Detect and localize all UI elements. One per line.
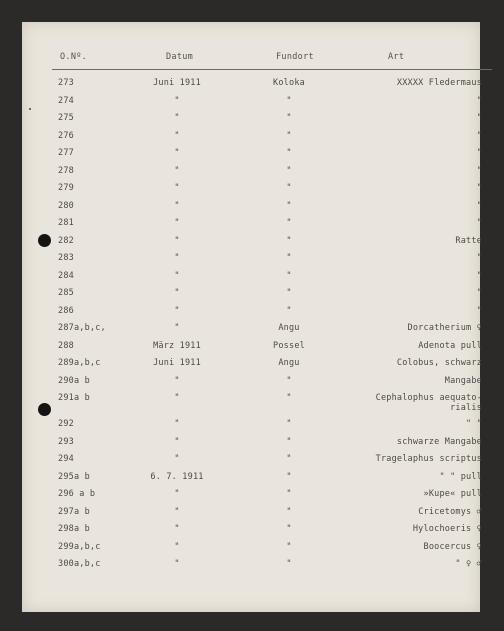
table-row <box>22 271 480 289</box>
cell-datum: " <box>174 183 180 193</box>
cell-datum: " <box>174 95 180 106</box>
cell-no: 288 <box>58 340 74 351</box>
table-row <box>22 96 480 114</box>
cell-fundort: " <box>286 393 292 403</box>
cell-art: Colobus, schwarz <box>396 358 482 368</box>
cell-art: " <box>476 95 482 106</box>
cell-art: " <box>476 305 482 316</box>
cell-datum: " <box>174 489 180 499</box>
cell-datum: " <box>174 419 180 429</box>
table-row <box>22 288 480 306</box>
cell-datum: 6. 7. 1911 <box>150 471 204 482</box>
cell-art: Cephalophus aequato- rialis <box>375 393 482 413</box>
cell-art: " <box>476 253 482 263</box>
cell-no: 291a b <box>58 393 90 403</box>
table-row <box>22 507 480 525</box>
header-datum: Datum <box>166 52 194 62</box>
cell-no: 289a,b,c <box>58 358 101 368</box>
cell-art: " <box>476 165 482 176</box>
cell-art: " <box>476 130 482 141</box>
table-row <box>22 341 480 359</box>
cell-no: 277 <box>58 148 74 158</box>
cell-art: Tragelaphus scriptus <box>375 454 482 464</box>
cell-datum: " <box>174 218 180 228</box>
cell-fundort: " <box>286 113 292 123</box>
table-row <box>22 559 480 577</box>
cell-datum: " <box>174 436 180 447</box>
cell-fundort: " <box>286 541 292 552</box>
cell-art: Mangabe <box>444 375 482 386</box>
cell-art: " <box>476 183 482 193</box>
table-row <box>22 218 480 236</box>
cell-art: schwarze Mangabe <box>396 436 482 447</box>
punch-hole <box>38 234 51 247</box>
cell-no: 276 <box>58 130 74 141</box>
table-row <box>22 306 480 324</box>
cell-no: 299a,b,c <box>58 541 101 552</box>
cell-art: Hylochoeris ♀ <box>412 524 482 534</box>
cell-fundort: " <box>286 288 292 298</box>
cell-datum: " <box>174 454 180 464</box>
cell-datum: " <box>174 235 180 246</box>
cell-datum: " <box>174 323 180 333</box>
cell-datum: " <box>174 393 180 403</box>
cell-fundort: " <box>286 235 292 246</box>
cell-datum: " <box>174 130 180 141</box>
table-row <box>22 253 480 271</box>
cell-no: 273 <box>58 78 74 88</box>
cell-art: " <box>476 288 482 298</box>
cell-art: Cricetomys ♂ <box>418 506 482 517</box>
table-row <box>22 524 480 542</box>
header-art: Art <box>388 52 405 62</box>
cell-no: 274 <box>58 95 74 106</box>
table-row <box>22 183 480 201</box>
cell-no: 281 <box>58 218 74 228</box>
cell-no: 296 a b <box>58 489 96 499</box>
table-row <box>22 201 480 219</box>
cell-fundort: " <box>286 454 292 464</box>
cell-art: " <box>476 200 482 211</box>
cell-fundort: " <box>286 165 292 176</box>
cell-no: 294 <box>58 454 74 464</box>
cell-fundort: " <box>286 183 292 193</box>
cell-art: " " pull <box>439 471 482 482</box>
table-row <box>22 148 480 166</box>
cell-no: 279 <box>58 183 74 193</box>
table-row <box>22 113 480 131</box>
cell-no: 278 <box>58 165 74 176</box>
cell-datum: " <box>174 506 180 517</box>
cell-fundort: Angu <box>278 323 300 333</box>
table-row <box>22 358 480 376</box>
cell-fundort: " <box>286 270 292 281</box>
table-row <box>22 166 480 184</box>
table-row <box>22 78 480 96</box>
cell-no: 292 <box>58 419 74 429</box>
cell-datum: " <box>174 148 180 158</box>
cell-datum: " <box>174 524 180 534</box>
table-body <box>22 78 480 577</box>
table-row <box>22 542 480 560</box>
cell-art: XXXXX Fledermaus <box>396 78 482 88</box>
cell-datum: " <box>174 200 180 211</box>
cell-no: 290a b <box>58 375 90 386</box>
cell-fundort: " <box>286 436 292 447</box>
cell-art: »Kupe« pull <box>423 489 482 499</box>
table-row <box>22 472 480 490</box>
cell-art: " <box>476 218 482 228</box>
cell-fundort: " <box>286 524 292 534</box>
header-rule <box>52 69 492 70</box>
cell-fundort: " <box>286 506 292 517</box>
cell-no: 283 <box>58 253 74 263</box>
cell-no: 295a b <box>58 471 90 482</box>
cell-datum: " <box>174 559 180 569</box>
table-row <box>22 393 480 419</box>
cell-datum: " <box>174 253 180 263</box>
cell-datum: Juni 1911 <box>153 358 201 368</box>
cell-datum: " <box>174 113 180 123</box>
cell-no: 285 <box>58 288 74 298</box>
header-fundort: Fundort <box>276 52 314 62</box>
table-row <box>22 489 480 507</box>
table-row <box>22 323 480 341</box>
cell-fundort: Possel <box>273 340 305 351</box>
punch-hole <box>38 403 51 416</box>
cell-fundort: " <box>286 419 292 429</box>
paper-speck <box>29 108 31 110</box>
cell-art: " <box>476 270 482 281</box>
cell-art: Ratte <box>455 235 482 246</box>
cell-no: 280 <box>58 200 74 211</box>
cell-art: " ♀ ♂ <box>455 559 482 569</box>
cell-datum: " <box>174 541 180 552</box>
cell-fundort: " <box>286 200 292 211</box>
cell-datum: " <box>174 270 180 281</box>
cell-no: 275 <box>58 113 74 123</box>
cell-no: 282 <box>58 235 74 246</box>
table-row <box>22 454 480 472</box>
table-header <box>22 52 480 66</box>
cell-datum: Juni 1911 <box>153 78 201 88</box>
cell-fundort: " <box>286 471 292 482</box>
table-row <box>22 419 480 437</box>
cell-art: Adenota pull <box>418 340 482 351</box>
cell-fundort: " <box>286 559 292 569</box>
cell-datum: " <box>174 305 180 316</box>
table-row <box>22 437 480 455</box>
cell-no: 300a,b,c <box>58 559 101 569</box>
cell-art: " <box>476 148 482 158</box>
cell-no: 293 <box>58 436 74 447</box>
cell-fundort: " <box>286 130 292 141</box>
cell-fundort: " <box>286 253 292 263</box>
cell-art: Dorcatherium ♀ <box>407 323 482 333</box>
table-row <box>22 376 480 394</box>
cell-art: Boocercus ♀ <box>423 541 482 552</box>
table-row <box>22 236 480 254</box>
cell-datum: " <box>174 375 180 386</box>
cell-no: 298a b <box>58 524 90 534</box>
cell-fundort: Angu <box>278 358 300 368</box>
cell-no: 284 <box>58 270 74 281</box>
cell-art: " " <box>466 419 482 429</box>
cell-no: 297a b <box>58 506 90 517</box>
cell-art: " <box>476 113 482 123</box>
cell-fundort: " <box>286 95 292 106</box>
cell-no: 287a,b,c, <box>58 323 106 333</box>
cell-datum: " <box>174 165 180 176</box>
cell-fundort: " <box>286 148 292 158</box>
cell-fundort: " <box>286 218 292 228</box>
header-no: O.Nº. <box>60 52 88 62</box>
cell-datum: " <box>174 288 180 298</box>
cell-fundort: " <box>286 375 292 386</box>
table-row <box>22 131 480 149</box>
cell-fundort: " <box>286 305 292 316</box>
document-page <box>22 22 480 612</box>
cell-no: 286 <box>58 305 74 316</box>
cell-fundort: Koloka <box>273 78 305 88</box>
cell-fundort: " <box>286 489 292 499</box>
cell-datum: März 1911 <box>153 340 201 351</box>
